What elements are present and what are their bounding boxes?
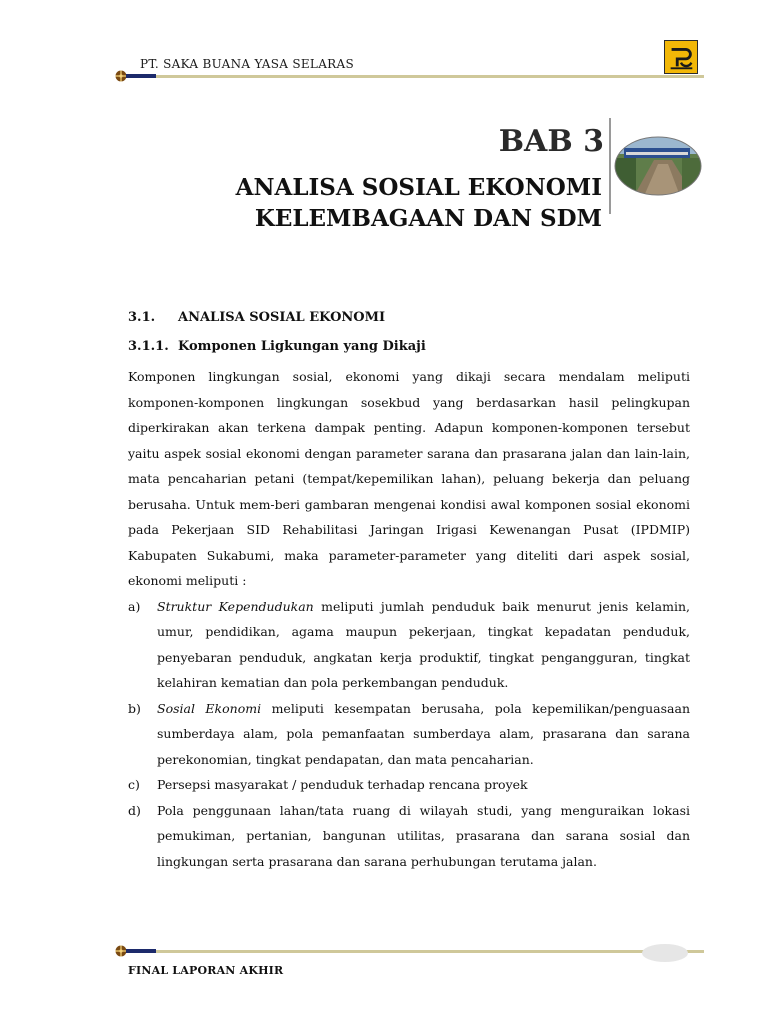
list-marker: d) [128, 802, 141, 818]
footer-label: FINAL LAPORAN AKHIR [128, 964, 284, 977]
chapter-number: BAB 3 [498, 124, 604, 159]
chapter-title [236, 172, 602, 234]
list-item-text: meliputi kesempatan berusaha, pola kepemilikan/penguasaan sumberdaya alam, pola pemanfaatan sumberdaya alam, prasarana dan sarana perekonomian, tingkat pendapatan, dan mata pencaharian. [157, 700, 691, 767]
list-item [128, 594, 690, 696]
list-marker: c) [128, 777, 140, 792]
document-body [128, 310, 690, 874]
subsection-number: 3.1.1. [128, 339, 169, 354]
header-company-name: PT. SAKA BUANA YASA SELARAS [140, 57, 354, 71]
subsection-heading [128, 339, 690, 354]
list-item-text: Pola penggunaan lahan/tata ruang di wilayah studi, yang menguraikan lokasi pemukiman, pertanian, bangunan utilitas, prasarana dan sarana sosial dan lingkungan serta prasarana dan sarana perhubungan terutama jalan. [157, 802, 690, 869]
list-item [128, 772, 690, 798]
list-item-text: meliputi jumlah penduduk baik menurut jenis kelamin, umur, pendidikan, agama maupun pekerjaan, tingkat kepadatan penduduk, penyebaran penduduk, angkatan kerja produktif, tingkat pengangguran, tingkat kelahiran kematian dan pola perkembangan penduduk. [157, 598, 690, 690]
section-title: ANALISA SOSIAL EKONOMI [178, 310, 386, 325]
parameter-list [128, 594, 690, 875]
list-marker: b) [128, 700, 141, 716]
section-heading [128, 310, 690, 325]
header-rule [156, 75, 704, 78]
list-item-lead: Struktur Kependudukan [157, 598, 314, 614]
chapter-title-line2: KELEMBAGAAN DAN SDM [254, 205, 602, 232]
list-item-lead: Sosial Ekonomi [157, 700, 262, 716]
list-marker: a) [128, 598, 141, 614]
header-rule-accent [126, 74, 156, 78]
list-item [128, 696, 690, 773]
section-number: 3.1. [128, 310, 156, 325]
chapter-photo-image [614, 136, 702, 196]
chapter-title-line1: ANALISA SOSIAL EKONOMI [235, 174, 602, 201]
list-item-text: Persepsi masyarakat / penduduk terhadap rencana proyek [157, 777, 528, 792]
footer-rule-accent [126, 949, 156, 953]
subsection-title: Komponen Ligkungan yang Dikaji [178, 339, 426, 354]
intro-paragraph: Komponen lingkungan sosial, ekonomi yang dikaji secara mendalam meliputi komponen-komponen lingkungan sosekbud yang berdasarkan hasil pelingkupan diperkirakan akan terkena dampak penting. Adapun komponen-komponen tersebut yaitu aspek sosial ekonomi dengan parameter sarana dan prasarana jalan dan lain-lain, mata pencaharian petani (tempat/kepemilikan lahan), peluang bekerja dan peluang berusaha. Untuk mem-beri gambaran mengenai kondisi awal komponen sosial ekonomi pada Pekerjaan SID Rehabilitasi Jaringan Irigasi Kewenangan Pusat (IPDMIP) Kabupaten Sukabumi, maka parameter-parameter yang diteliti dari aspek sosial, ekonomi meliputi : [128, 369, 690, 588]
footer-rule [156, 950, 704, 953]
chapter-divider [609, 118, 611, 214]
list-item [128, 798, 690, 875]
pu-logo-icon [664, 40, 698, 74]
page-number-badge [642, 944, 688, 962]
